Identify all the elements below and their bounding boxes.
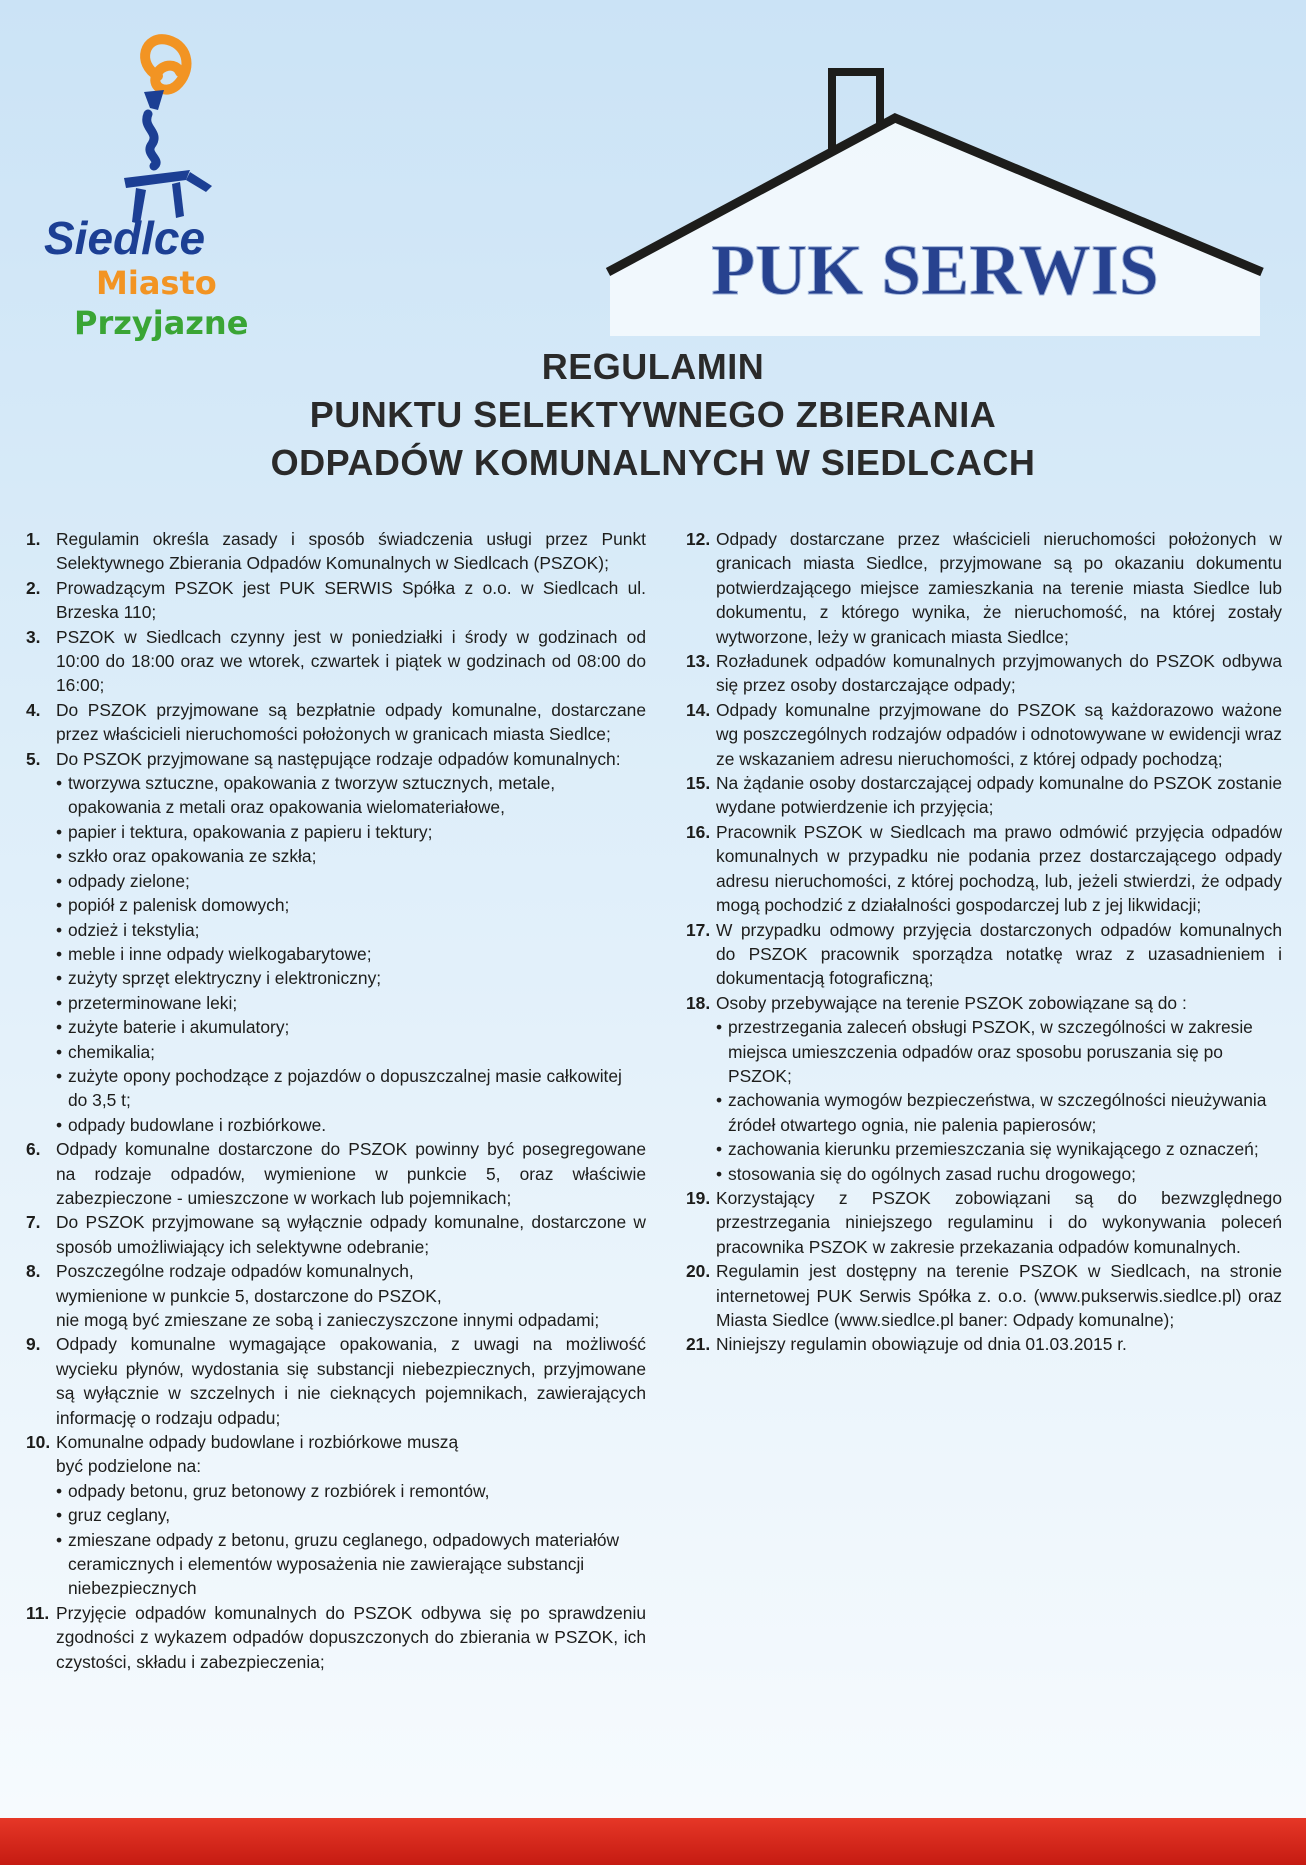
rule-body: [716, 527, 1282, 649]
rule-text: Niniejszy regulamin obowiązuje od dnia 01.03.2015 r.: [716, 1334, 1127, 1355]
bullet-dot: •: [56, 1505, 63, 1526]
rule-bullet: [56, 869, 646, 893]
rule-bullet: [56, 1015, 646, 1039]
rule-text: Przyjęcie odpadów komunalnych do PSZOK odbywa się po sprawdzeniu zgodności z wykazem odpadów dopuszczonych do zbierania w PSZOK, ich czystości, składu i zabezpieczenia;: [56, 1602, 646, 1672]
rule-text: Osoby przebywające na terenie PSZOK zobowiązane są do :: [716, 992, 1187, 1013]
logo-figure-body: [147, 114, 156, 166]
bullet-dot: •: [56, 968, 63, 989]
bullet-dot: •: [716, 1139, 723, 1160]
rule-body: [56, 1259, 646, 1332]
rule-bullet: [716, 1137, 1282, 1161]
siedlce-logo: [40, 28, 310, 358]
rule-text: Poszczególne rodzaje odpadów komunalnych,: [56, 1261, 414, 1282]
rule-bullet: [56, 918, 646, 942]
rule-item: [26, 747, 646, 1138]
bullet-dot: •: [56, 1017, 63, 1038]
rule-item: [26, 576, 646, 625]
bullet-text: szkło oraz opakowania ze szkła;: [68, 846, 317, 867]
rule-number: 3.: [26, 626, 41, 647]
bullet-text: zużyte baterie i akumulatory;: [68, 1017, 290, 1038]
brand-name: PUK SERWIS: [711, 230, 1159, 310]
rule-number: 20.: [686, 1261, 711, 1282]
rule-item: [686, 1259, 1282, 1332]
bullet-dot: •: [56, 846, 63, 867]
bullet-dot: •: [56, 1114, 63, 1135]
bullet-dot: •: [56, 1480, 63, 1501]
rule-item: [26, 1210, 646, 1259]
rule-item: [26, 1137, 646, 1210]
rule-item: [26, 1430, 646, 1601]
rule-text: Odpady dostarczane przez właścicieli nieruchomości położonych w granicach miasta Siedlce, przyjmowane są po okazaniu dokumentu potwierdzającego miejsce zamieszkania na terenie miasta Siedlce lub dokumentu, z którego wynika, że nieruchomość, na której zostały wytworzone, leży w granicach miasta Siedlce;: [716, 529, 1282, 647]
rule-item: [686, 1186, 1282, 1259]
rule-body: [716, 820, 1282, 918]
rule-body: [56, 1332, 646, 1430]
bullet-text: przestrzegania zaleceń obsługi PSZOK, w szczególności w zakresie miejsca umieszczenia odpadów oraz sposobu poruszania się po PSZOK;: [728, 1017, 1253, 1086]
rule-item: [686, 771, 1282, 820]
rule-bullet: [56, 991, 646, 1015]
rule-item: [686, 1332, 1282, 1356]
logo-figure-hand: [186, 172, 212, 192]
page-title: [0, 343, 1306, 487]
rule-body: [716, 649, 1282, 698]
rule-number: 15.: [686, 773, 711, 794]
title-line-1: REGULAMIN: [541, 346, 765, 387]
bullet-text: popiół z palenisk domowych;: [68, 895, 290, 916]
rule-body: [716, 1186, 1282, 1259]
rule-body: [716, 918, 1282, 991]
rule-body: [56, 698, 646, 747]
bullet-text: odzież i tekstylia;: [68, 919, 200, 940]
rule-item: [686, 698, 1282, 771]
bullet-dot: •: [56, 943, 63, 964]
rule-text: Odpady komunalne przyjmowane do PSZOK są każdorazowo ważone wg poszczególnych rodzajów odpadów i odnotowywane w ewidencji wraz ze wskazaniem adresu nieruchomości, z której odpady pochodzą;: [716, 699, 1282, 769]
rule-body: [56, 747, 646, 1138]
bullet-text: odpady zielone;: [68, 870, 190, 891]
rule-bullet: [56, 1040, 646, 1064]
bullet-dot: •: [56, 1065, 63, 1086]
logo-sub1-text: Miasto: [96, 264, 217, 302]
rule-body: [716, 1259, 1282, 1332]
rule-bullet: [716, 1162, 1282, 1186]
rule-body: [716, 771, 1282, 820]
rule-body: [716, 698, 1282, 771]
rule-body: [56, 1430, 646, 1601]
bullet-text: zachowania kierunku przemieszczania się wynikającego z oznaczeń;: [728, 1139, 1259, 1160]
rule-body: [56, 576, 646, 625]
rule-item: [26, 1259, 646, 1332]
logo-name-text: Siedlce: [44, 212, 206, 264]
rule-body: [716, 1332, 1282, 1356]
footer-red-bar: [0, 1818, 1306, 1865]
rule-number: 12.: [686, 529, 711, 549]
bullet-text: meble i inne odpady wielkogabarytowe;: [68, 943, 372, 964]
bullet-text: zmieszane odpady z betonu, gruzu ceglanego, odpadowych materiałów ceramicznych i elementów wyposażenia nie zawierające substancji niebezpiecznych: [68, 1529, 620, 1599]
rule-text: Na żądanie osoby dostarczającej odpady komunalne do PSZOK zostanie wydane potwierdzenie ich przyjęcia;: [716, 773, 1282, 818]
rule-number: 4.: [26, 699, 41, 720]
rule-body: [56, 625, 646, 698]
logo-sub2-text: Przyjazne: [74, 304, 249, 342]
title-line-2: PUNKTU SELEKTYWNEGO ZBIERANIA: [309, 394, 997, 435]
rule-text: PSZOK w Siedlcach czynny jest w poniedziałki i środy w godzinach od 10:00 do 18:00 oraz we wtorek, czwartek i piątek w godzinach od 08:00 do 16:00;: [56, 626, 646, 696]
rule-number: 14.: [686, 699, 711, 720]
rule-bullet: [56, 820, 646, 844]
rule-number: 8.: [26, 1261, 41, 1282]
rule-body: [56, 1210, 646, 1259]
rule-number: 5.: [26, 748, 41, 769]
bullet-text: zużyty sprzęt elektryczny i elektroniczny;: [68, 968, 382, 989]
logo-head-swirl: [145, 39, 186, 89]
rule-text: Odpady komunalne wymagające opakowania, z uwagi na możliwość wycieku płynów, wydostania się substancji niebezpiecznych, przyjmowane są wyłącznie w szczelnych i nie cieknących pojemnikach, zawierających informację o rodzaju odpadu;: [56, 1334, 646, 1428]
rule-text: Do PSZOK przyjmowane są wyłącznie odpady komunalne, dostarczone w sposób umożliwiający ich selektywne odebranie;: [56, 1212, 646, 1257]
rule-number: 11.: [26, 1602, 50, 1623]
bullet-dot: •: [56, 773, 63, 794]
rule-item: [686, 820, 1282, 918]
rule-text: Regulamin określa zasady i sposób świadczenia usługi przez Punkt Selektywnego Zbierania Odpadów Komunalnych w Siedlcach (PSZOK);: [56, 529, 646, 574]
rule-number: 9.: [26, 1334, 41, 1355]
rule-text: W przypadku odmowy przyjęcia dostarczonych odpadów komunalnych do PSZOK pracownik sporządza notatkę wraz z uzasadnieniem i dokumentacją fotograficzną;: [716, 919, 1282, 989]
rule-body: [716, 991, 1282, 1186]
bullet-dot: •: [716, 1017, 723, 1038]
rule-body: [56, 1137, 646, 1210]
bullet-dot: •: [56, 992, 63, 1013]
rule-item: [686, 649, 1282, 698]
bullet-dot: •: [56, 1041, 63, 1062]
bullet-text: stosowania się do ogólnych zasad ruchu drogowego;: [728, 1163, 1136, 1184]
rule-body: [56, 527, 646, 576]
bullet-dot: •: [716, 1090, 723, 1111]
rule-bullet: [56, 966, 646, 990]
bullet-text: odpady budowlane i rozbiórkowe.: [68, 1114, 327, 1135]
rule-bullet: [716, 1088, 1282, 1137]
rule-number: 10.: [26, 1432, 51, 1453]
rule-bullet: [56, 771, 646, 820]
bullet-dot: •: [56, 821, 63, 842]
rule-text: wymienione w punkcie 5, dostarczone do PSZOK,: [56, 1285, 442, 1306]
rule-text: Regulamin jest dostępny na terenie PSZOK w Siedlcach, na stronie internetowej PUK Serwis Spółka z. o.o. (www.pukserwis.siedlce.pl) oraz Miasta Siedlce (www.siedlce.pl baner: Odpady komunalne);: [716, 1261, 1282, 1330]
rule-number: 7.: [26, 1212, 41, 1233]
puk-serwis-logo: [590, 66, 1280, 336]
bullet-dot: •: [716, 1163, 723, 1184]
rule-number: 21.: [686, 1334, 711, 1355]
rule-bullet: [56, 1503, 646, 1527]
logo-figure-neck: [144, 90, 164, 110]
rule-item: [26, 625, 646, 698]
bullet-text: zachowania wymogów bezpieczeństwa, w szczególności nieużywania źródeł otwartego ognia, nie palenia papierosów;: [728, 1090, 1267, 1135]
bullet-dot: •: [56, 870, 63, 891]
rule-item: [26, 1332, 646, 1430]
rule-body: [56, 1601, 646, 1674]
bullet-text: przeterminowane leki;: [68, 992, 238, 1013]
bullet-text: chemikalia;: [68, 1041, 155, 1062]
rules-column-left: [26, 527, 646, 1674]
rule-bullet: [716, 1015, 1282, 1088]
bullet-text: zużyte opony pochodzące z pojazdów o dopuszczalnej masie całkowitej do 3,5 t;: [68, 1065, 622, 1111]
bullet-text: gruz ceglany,: [68, 1505, 171, 1526]
rule-text: Do PSZOK przyjmowane są bezpłatnie odpady komunalne, dostarczane przez właścicieli nieruchomości położonych w granicach miasta Siedlce;: [56, 699, 646, 745]
title-line-3: ODPADÓW KOMUNALNYCH W SIEDLCACH: [270, 442, 1036, 483]
rule-number: 1.: [26, 529, 41, 549]
rule-text: Do PSZOK przyjmowane są następujące rodzaje odpadów komunalnych:: [56, 748, 621, 769]
bullet-text: odpady betonu, gruz betonowy z rozbiórek i remontów,: [68, 1480, 490, 1501]
bullet-dot: •: [56, 1529, 63, 1550]
rules-column-right: [686, 527, 1282, 1357]
rule-number: 2.: [26, 577, 41, 598]
rule-bullet: [56, 1528, 646, 1601]
rule-item: [26, 698, 646, 747]
rule-number: 19.: [686, 1187, 711, 1208]
rule-item: [686, 918, 1282, 991]
rule-item: [26, 527, 646, 576]
rule-text: Odpady komunalne dostarczone do PSZOK powinny być posegregowane na rodzaje odpadów, wymienione w punkcie 5, oraz właściwie zabezpieczone - umieszczone w workach lub pojemnikach;: [56, 1139, 646, 1208]
rule-text: Komunalne odpady budowlane i rozbiórkowe muszą: [56, 1432, 459, 1453]
rule-text: Prowadzącym PSZOK jest PUK SERWIS Spółka z o.o. w Siedlcach ul. Brzeska 110;: [56, 577, 646, 623]
rule-bullet: [56, 1479, 646, 1503]
bullet-dot: •: [56, 919, 63, 940]
rule-number: 18.: [686, 992, 711, 1013]
bullet-dot: •: [56, 895, 63, 916]
rule-item: [686, 527, 1282, 649]
rule-text: Korzystający z PSZOK zobowiązani są do bezwzględnego przestrzegania niniejszego regulaminu i do wykonywania poleceń pracownika PSZOK w zakresie przekazania odpadów komunalnych.: [716, 1187, 1282, 1257]
rule-item: [686, 991, 1282, 1186]
rule-bullet: [56, 1064, 646, 1113]
bullet-text: tworzywa sztuczne, opakowania z tworzyw sztucznych, metale, opakowania z metali oraz opakowania wielomateriałowe,: [68, 773, 556, 818]
rule-number: 17.: [686, 919, 711, 940]
rule-text: Rozładunek odpadów komunalnych przyjmowanych do PSZOK odbywa się przez osoby dostarczające odpady;: [716, 651, 1282, 696]
rule-bullet: [56, 942, 646, 966]
rule-number: 6.: [26, 1139, 41, 1160]
rule-bullet: [56, 844, 646, 868]
rule-number: 16.: [686, 821, 711, 842]
rule-bullet: [56, 1113, 646, 1137]
rule-item: [26, 1601, 646, 1674]
bullet-text: papier i tektura, opakowania z papieru i tektury;: [68, 821, 433, 842]
rule-text: być podzielone na:: [56, 1456, 202, 1477]
rule-text: nie mogą być zmieszane ze sobą i zanieczyszczone innymi odpadami;: [56, 1310, 600, 1330]
rule-bullet: [56, 893, 646, 917]
rule-text: Pracownik PSZOK w Siedlcach ma prawo odmówić przyjęcia odpadów komunalnych w przypadku nie podania przez dostarczającego odpady adresu nieruchomości, z której pochodzą, lub, jeżeli stwierdzi, że odpady mogą pochodzić z działalności gospodarczej lub z jej likwidacji;: [716, 821, 1282, 916]
rule-number: 13.: [686, 651, 711, 672]
